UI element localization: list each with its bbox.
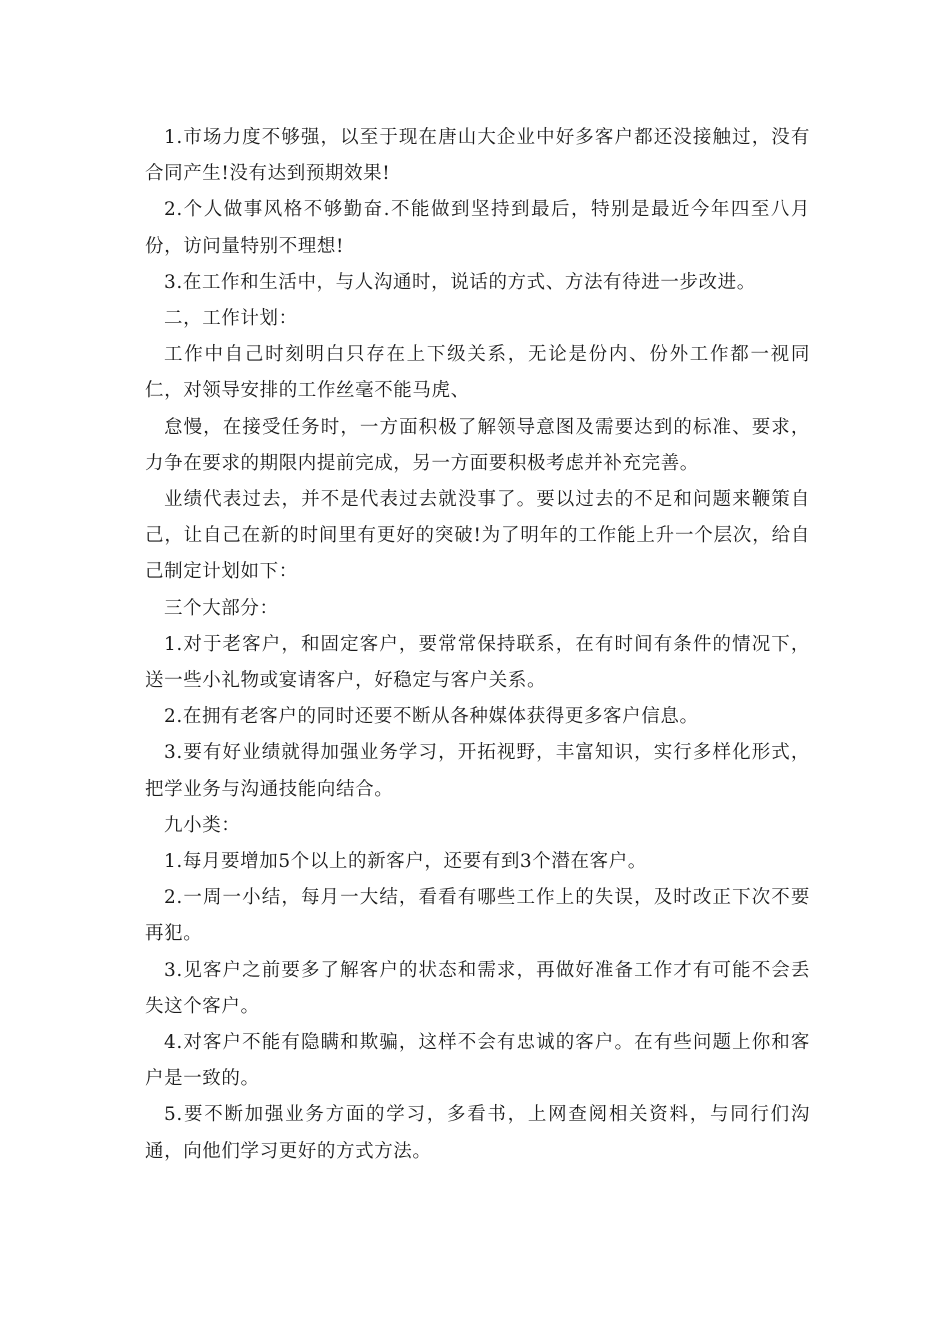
paragraph-item-2: 2.一周一小结，每月一大结，看看有哪些工作上的失误，及时改正下次不要再犯。	[145, 887, 810, 945]
section-heading-nine-items: 九小类：	[164, 814, 241, 836]
paragraph-weakness-1: 1.市场力度不够强，以至于现在唐山大企业中好多客户都还没接触过，没有合同产生!没有达到预期效果!	[145, 127, 810, 185]
paragraph-item-4: 4.对客户不能有隐瞒和欺骗，这样不会有忠诚的客户。在有些问题上你和客户是一致的。	[145, 1032, 810, 1090]
section-heading-work-plan: 二，工作计划：	[164, 308, 298, 330]
paragraph-performance: 业绩代表过去，并不是代表过去就没事了。要以过去的不足和问题来鞭策自己，让自己在新的时间里有更好的突破!为了明年的工作能上升一个层次，给自己制定计划如下：	[145, 489, 810, 583]
paragraph-weakness-2: 2.个人做事风格不够勤奋.不能做到坚持到最后，特别是最近今年四至八月份，访问量特别不理想!	[145, 199, 810, 257]
paragraph-work-attitude: 工作中自己时刻明白只存在上下级关系，无论是份内、份外工作都一视同仁，对领导安排的工作丝毫不能马虎、	[145, 344, 810, 402]
section-heading-three-parts: 三个大部分：	[164, 597, 279, 619]
paragraph-part-1: 1.对于老客户，和固定客户，要常常保持联系，在有时间有条件的情况下，送一些小礼物或宴请客户，好稳定与客户关系。	[145, 633, 810, 692]
paragraph-part-2: 2.在拥有老客户的同时还要不断从各种媒体获得更多客户信息。	[164, 706, 699, 728]
paragraph-item-5: 5.要不断加强业务方面的学习，多看书，上网查阅相关资料，与同行们沟通，向他们学习更好的方式方法。	[145, 1104, 810, 1162]
paragraph-weakness-3: 3.在工作和生活中，与人沟通时，说话的方式、方法有待进一步改进。	[164, 271, 756, 293]
document-body	[145, 120, 810, 1170]
paragraph-item-1: 1.每月要增加5个以上的新客户，还要有到3个潜在客户。	[164, 851, 647, 873]
paragraph-item-3: 3.见客户之前要多了解客户的状态和需求，再做好准备工作才有可能不会丢失这个客户。	[145, 959, 810, 1017]
paragraph-task-handling: 怠慢，在接受任务时，一方面积极了解领导意图及需要达到的标准、要求，力争在要求的期限内提前完成，另一方面要积极考虑并补充完善。	[145, 416, 810, 474]
paragraph-part-3: 3.要有好业绩就得加强业务学习，开拓视野，丰富知识，实行多样化形式，把学业务与沟通技能向结合。	[145, 742, 810, 800]
